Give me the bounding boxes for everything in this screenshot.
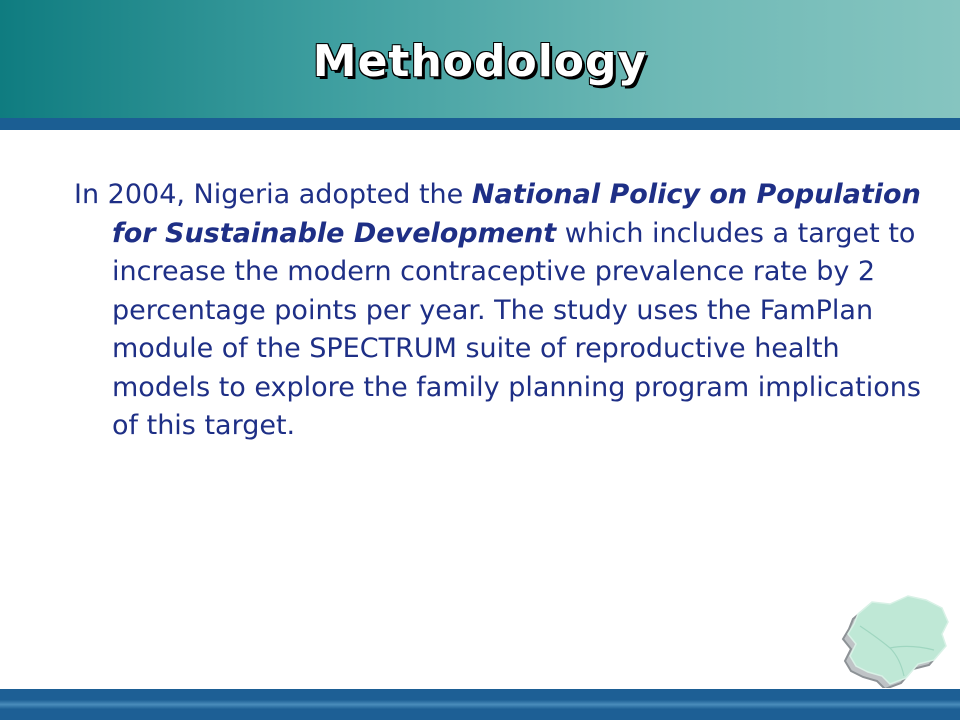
policy-name: National Policy on Population for Sustainable Development	[112, 179, 921, 249]
footer-stripe	[0, 689, 960, 720]
body-intro: In 2004, Nigeria adopted the	[74, 179, 472, 210]
slide-title: Methodology	[312, 36, 648, 87]
body-paragraph	[74, 176, 932, 446]
nigeria-map-icon	[838, 586, 958, 688]
header-stripe	[0, 118, 960, 130]
body-rest: which includes a target to increase the modern contraceptive prevalence rate by 2 percentage points per year. The study uses the FamPlan module of the SPECTRUM suite of reproductive health models to explore the family planning program implications of this target.	[112, 217, 921, 441]
